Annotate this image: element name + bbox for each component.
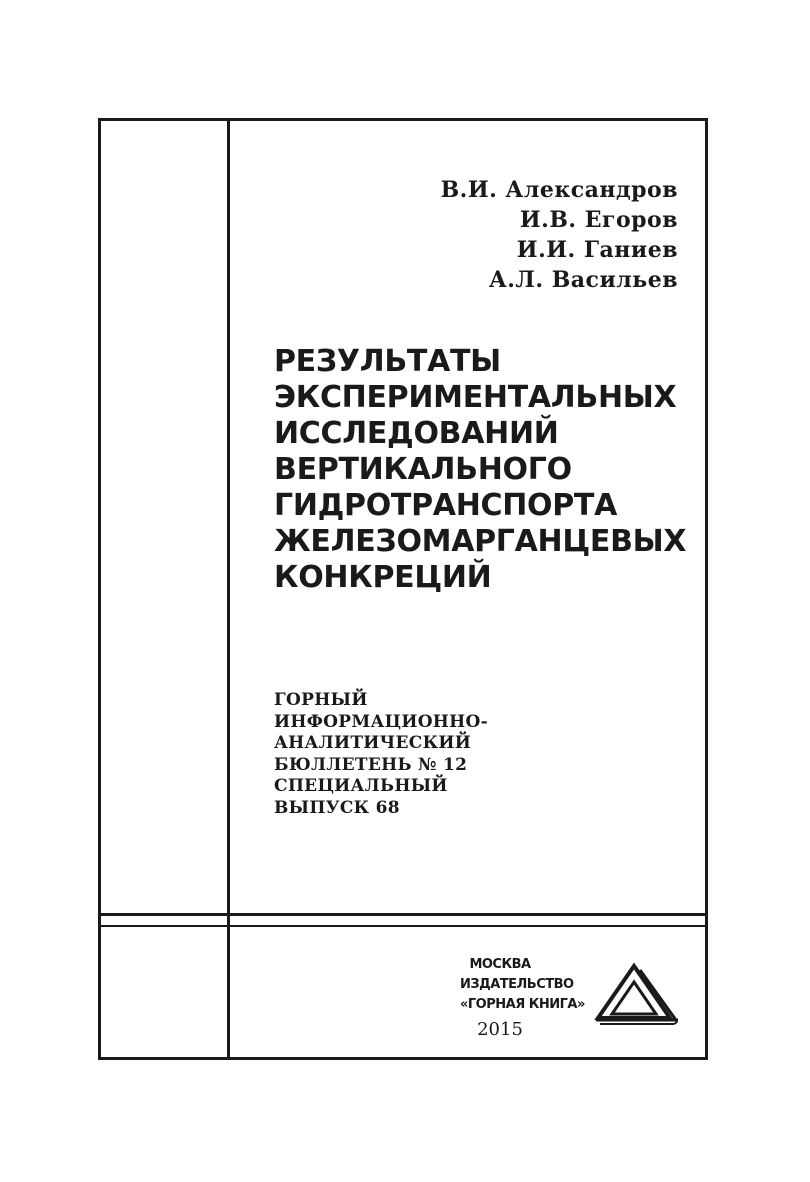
journal-line: ИНФОРМАЦИОННО- — [274, 711, 488, 732]
journal-line: ГОРНЫЙ — [274, 690, 368, 710]
author-name: И.В. Егоров — [519, 207, 678, 233]
publisher-name: «ГОРНАЯ КНИГА» — [460, 997, 585, 1012]
title-line: ЭКСПЕРИМЕНТАЛЬНЫХ — [274, 380, 677, 415]
title-line: ГИДРОТРАНСПОРТА — [274, 488, 618, 523]
title-line: ЖЕЛЕЗОМАРГАНЦЕВЫХ — [274, 524, 687, 559]
horizontal-rule-bottom — [98, 925, 708, 927]
journal-line: БЮЛЛЕТЕНЬ № 12 — [274, 754, 468, 775]
horizontal-rule-top — [98, 913, 708, 916]
journal-line: ВЫПУСК 68 — [274, 797, 400, 818]
publisher-house: ИЗДАТЕЛЬСТВО — [460, 977, 574, 992]
title-line: КОНКРЕЦИЙ — [274, 560, 492, 595]
title-line: РЕЗУЛЬТАТЫ — [274, 344, 501, 379]
author-name: И.И. Ганиев — [516, 237, 678, 263]
author-name: А.Л. Васильев — [488, 267, 678, 293]
journal-line: АНАЛИТИЧЕСКИЙ — [274, 733, 472, 753]
publisher-logo-icon — [590, 962, 680, 1028]
title-line: ИССЛЕДОВАНИЙ — [274, 416, 559, 451]
publisher-city: МОСКВА — [469, 957, 531, 972]
title-line: ВЕРТИКАЛЬНОГО — [274, 452, 572, 487]
book-title — [274, 344, 694, 596]
journal-line: СПЕЦИАЛЬНЫЙ — [274, 776, 448, 796]
authors-block — [441, 175, 678, 295]
publisher-block — [460, 955, 585, 1043]
journal-series — [274, 690, 634, 819]
vertical-rule — [227, 118, 230, 1060]
author-name: В.И. Александров — [440, 177, 678, 203]
publication-year: 2015 — [477, 1019, 523, 1040]
